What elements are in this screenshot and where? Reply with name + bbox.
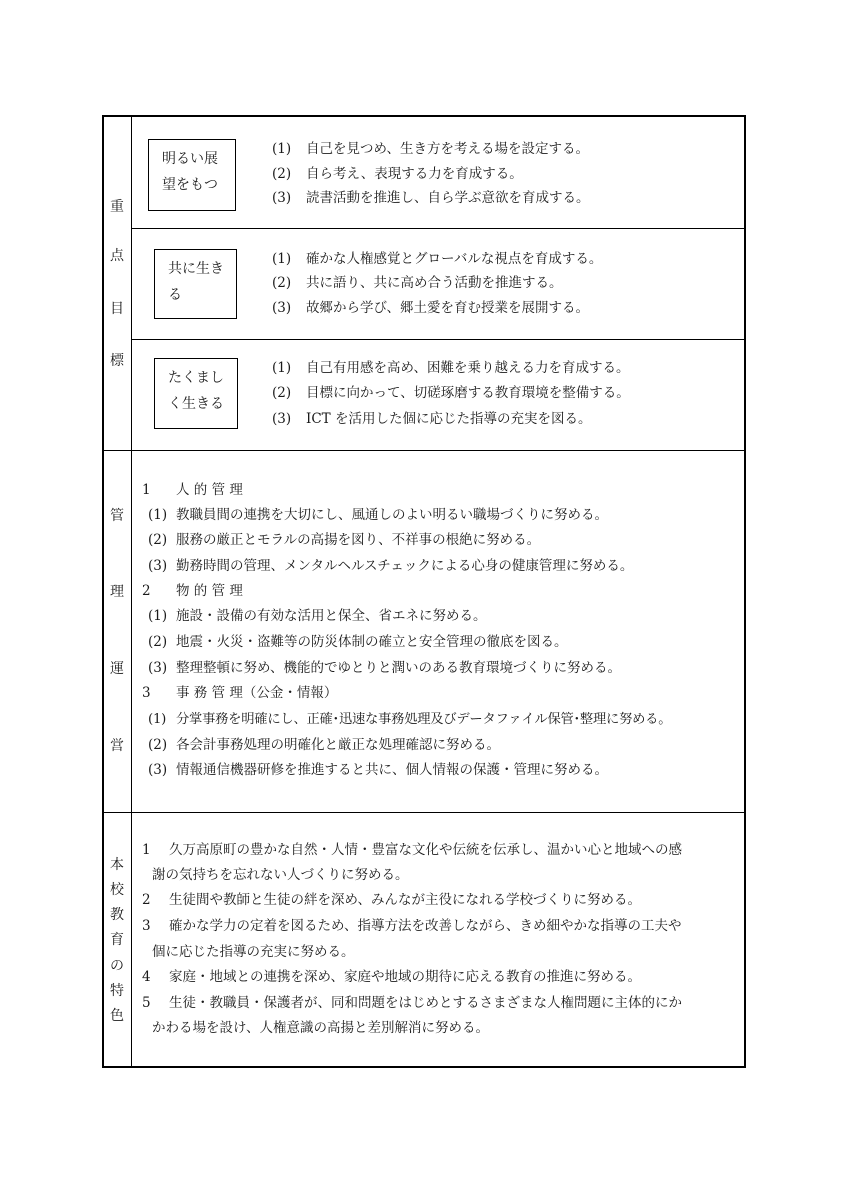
management-item xyxy=(142,560,633,574)
goal-box-bright-outlook xyxy=(148,139,236,211)
item-number: (3) xyxy=(272,411,292,427)
heading-text: 事 務 管 理（公金・情報） xyxy=(176,685,338,701)
management-label-char: 運 xyxy=(110,661,124,677)
goal-item xyxy=(272,362,629,376)
item-number: 2 xyxy=(142,892,151,908)
goal-divider-1 xyxy=(131,228,745,229)
management-item xyxy=(142,764,608,778)
item-text: 目標に向かって、切磋琢磨する教育環境を整備する。 xyxy=(306,385,630,401)
item-text: 勤務時間の管理、メンタルヘルスチェックによる心身の健康管理に努める。 xyxy=(176,558,634,574)
goal-box-line: たくまし xyxy=(168,370,224,386)
item-number: (1) xyxy=(148,507,168,523)
goal-item xyxy=(272,143,589,157)
item-number: (3) xyxy=(148,558,168,574)
feature-item xyxy=(142,920,681,934)
features-label-char: 特 xyxy=(110,983,124,999)
item-number: 5 xyxy=(142,995,151,1011)
focus-label-char: 目 xyxy=(110,301,124,317)
item-number: 3 xyxy=(142,918,151,934)
item-text: ICT を活用した個に応じた指導の充実を図る。 xyxy=(306,411,592,427)
heading-number: 2 xyxy=(142,583,151,599)
feature-item-continuation: 謝の気持ちを忘れない人づくりに努める。 xyxy=(152,867,409,883)
feature-item xyxy=(142,844,682,858)
features-label-char: の xyxy=(110,958,124,974)
goal-box-line: る xyxy=(168,287,182,303)
item-text: 確かな学力の定着を図るため、指導方法を改善しながら、きめ細やかな指導の工夫や xyxy=(169,918,682,934)
item-text: 久万高原町の豊かな自然・人情・豊富な文化や伝統を伝承し、温かい心と地域への感 xyxy=(169,842,682,858)
goal-divider-2 xyxy=(131,339,745,340)
feature-item xyxy=(142,971,641,985)
item-text: 情報通信機器研修を推進すると共に、個人情報の保護・管理に努める。 xyxy=(176,762,608,778)
management-item xyxy=(142,739,500,753)
item-text: 整理整頓に努め、機能的でゆとりと潤いのある教育環境づくりに努める。 xyxy=(176,660,621,676)
item-text: 各会計事務処理の明確化と厳正な処理確認に努める。 xyxy=(176,737,500,753)
item-text: 自己を見つめ、生き方を考える場を設定する。 xyxy=(306,141,589,157)
goal-item xyxy=(272,413,591,427)
management-item xyxy=(142,534,540,548)
feature-item xyxy=(142,894,641,908)
item-text: 服務の厳正とモラルの高揚を図り、不祥事の根絶に努める。 xyxy=(176,532,541,548)
management-label-char: 管 xyxy=(110,508,124,524)
item-number: (2) xyxy=(272,275,292,291)
feature-item-continuation: かわる場を設け、人権意識の高揚と差別解消に努める。 xyxy=(152,1020,489,1036)
goal-item xyxy=(272,253,602,267)
item-number: (1) xyxy=(272,141,292,157)
item-number: (2) xyxy=(148,634,168,650)
item-number: (2) xyxy=(272,166,292,182)
item-number: (1) xyxy=(272,360,292,376)
item-number: (3) xyxy=(272,190,292,206)
item-text: 地震・火災・盗難等の防災体制の確立と安全管理の徹底を図る。 xyxy=(176,634,568,650)
goal-box-live-together xyxy=(154,249,237,319)
item-text: 生徒・教職員・保護者が、同和問題をはじめとするさまざまな人権問題に主体的にか xyxy=(169,995,682,1011)
item-number: 4 xyxy=(142,969,151,985)
features-label-char: 色 xyxy=(110,1008,124,1024)
focus-label-char: 点 xyxy=(110,248,124,264)
item-number: (1) xyxy=(272,251,292,267)
item-text: 自ら考え、表現する力を育成する。 xyxy=(306,166,523,182)
features-label-char: 校 xyxy=(110,882,124,898)
goal-box-line: 望をもつ xyxy=(162,177,218,193)
item-text: 分掌事務を明確にし、正確･迅速な事務処理及びデータファイル保管･整理に努める。 xyxy=(176,712,672,727)
management-item xyxy=(142,636,568,650)
management-label-char: 営 xyxy=(110,738,124,754)
management-item xyxy=(142,610,487,624)
feature-item-continuation: 個に応じた指導の充実に努める。 xyxy=(152,944,355,960)
item-text: 確かな人権感覚とグローバルな視点を育成する。 xyxy=(306,251,603,267)
item-text: 生徒間や教師と生徒の絆を深め、みんなが主役になれる学校づくりに努める。 xyxy=(169,892,641,908)
section-divider-features xyxy=(103,812,745,813)
management-heading xyxy=(142,687,337,701)
focus-label-char: 重 xyxy=(110,199,124,215)
goal-item xyxy=(272,192,590,206)
item-text: 故郷から学び、郷土愛を育む授業を展開する。 xyxy=(306,300,589,316)
management-heading xyxy=(142,484,243,498)
item-number: 1 xyxy=(142,842,151,858)
item-number: (3) xyxy=(148,762,168,778)
management-item xyxy=(142,509,608,523)
item-number: (3) xyxy=(272,300,292,316)
features-label-char: 教 xyxy=(110,907,124,923)
feature-item xyxy=(142,997,682,1011)
goal-item xyxy=(272,302,589,316)
goal-box-line: く生きる xyxy=(168,396,224,412)
item-number: (1) xyxy=(148,712,167,727)
item-number: (2) xyxy=(148,737,168,753)
management-heading xyxy=(142,585,243,599)
goal-item xyxy=(272,387,630,401)
item-text: 施設・設備の有効な活用と保全、省エネに努める。 xyxy=(176,608,487,624)
item-number: (2) xyxy=(272,385,292,401)
heading-number: 3 xyxy=(142,685,151,701)
heading-text: 物 的 管 理 xyxy=(176,583,243,599)
item-number: (2) xyxy=(148,532,168,548)
goal-item xyxy=(272,168,523,182)
section-divider-management xyxy=(103,450,745,451)
item-text: 家庭・地域との連携を深め、家庭や地域の期待に応える教育の推進に努める。 xyxy=(169,969,641,985)
management-label-char: 理 xyxy=(110,584,124,600)
item-text: 共に語り、共に高め合う活動を推進する。 xyxy=(306,275,563,291)
item-number: (1) xyxy=(148,608,168,624)
goal-box-line: 共に生き xyxy=(168,261,224,277)
heading-number: 1 xyxy=(142,482,151,498)
item-text: 読書活動を推進し、自ら学ぶ意欲を育成する。 xyxy=(306,190,590,206)
goal-item xyxy=(272,277,563,291)
item-text: 教職員間の連携を大切にし、風通しのよい明るい職場づくりに努める。 xyxy=(176,507,608,523)
features-label-char: 育 xyxy=(110,932,124,948)
label-column-divider xyxy=(131,116,132,1067)
focus-label-char: 標 xyxy=(110,353,124,369)
heading-text: 人 的 管 理 xyxy=(176,482,243,498)
management-item xyxy=(142,662,621,676)
management-item xyxy=(142,713,671,726)
item-text: 自己有用感を高め、困難を乗り越える力を育成する。 xyxy=(306,360,630,376)
goal-box-live-strongly xyxy=(154,358,238,429)
goal-box-line: 明るい展 xyxy=(162,151,218,167)
item-number: (3) xyxy=(148,660,168,676)
features-label-char: 本 xyxy=(110,857,124,873)
